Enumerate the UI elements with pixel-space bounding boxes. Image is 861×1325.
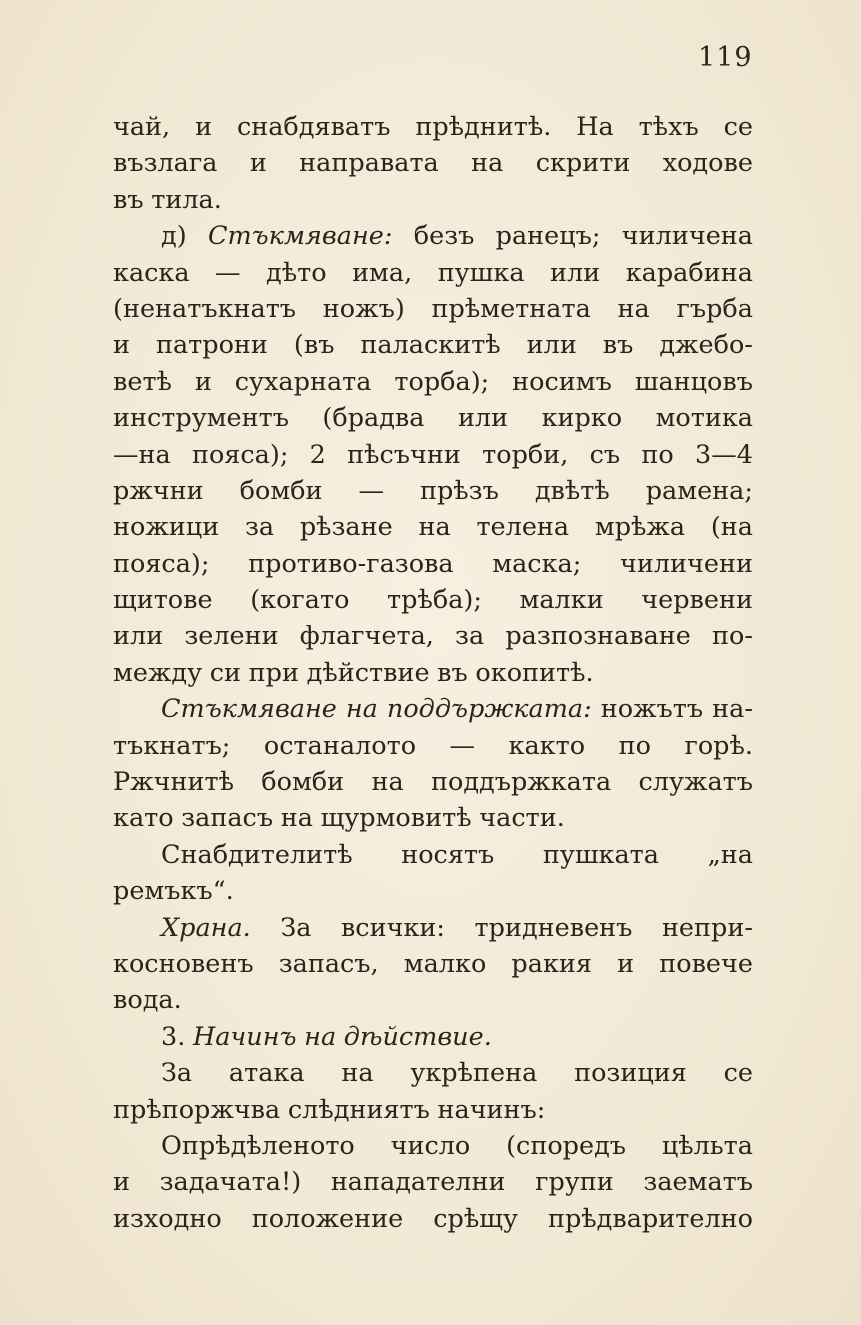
text-line xyxy=(113,512,753,548)
word: косновенъ xyxy=(113,948,254,979)
word: рѣзане xyxy=(299,512,393,543)
word: джебо- xyxy=(659,330,753,361)
word: групи xyxy=(535,1167,614,1198)
word: тѣхъ xyxy=(638,112,699,142)
word: тридневенъ xyxy=(474,912,633,943)
word: ранецъ; xyxy=(495,221,601,252)
word: ходове xyxy=(662,148,753,179)
word: За xyxy=(280,912,312,943)
word: слѣдниятъ xyxy=(287,1094,430,1125)
word: срѣщу xyxy=(433,1203,518,1234)
word: дѣто xyxy=(266,257,327,288)
word: прѣметната xyxy=(431,293,591,324)
word: изходно xyxy=(113,1203,222,1234)
word: всички: xyxy=(340,912,445,943)
text-line xyxy=(113,694,753,730)
word: д) xyxy=(161,221,187,252)
word: чиличени xyxy=(619,548,753,579)
word: направата xyxy=(299,148,439,179)
word: запасъ xyxy=(181,803,274,834)
word: Стъкмяване: xyxy=(207,221,393,252)
word: по xyxy=(618,730,651,761)
body-text xyxy=(113,112,753,1240)
word: двѣтѣ xyxy=(534,475,610,506)
word: трѣба); xyxy=(387,585,482,616)
text-line xyxy=(113,731,753,767)
word: по- xyxy=(712,621,753,652)
word: снабдяватъ xyxy=(236,112,391,142)
word: каска xyxy=(113,257,190,288)
word: 3—4 xyxy=(695,439,753,470)
word: прѣзъ xyxy=(419,475,499,506)
word: дѣйствие. xyxy=(343,1021,492,1052)
word: позиция xyxy=(574,1058,687,1089)
word: за xyxy=(244,512,275,543)
word: въ xyxy=(602,330,634,361)
text-line xyxy=(113,1058,753,1094)
word: както xyxy=(508,730,586,761)
word: или xyxy=(113,621,164,652)
word: малко xyxy=(403,948,487,979)
word: и xyxy=(249,148,267,179)
word: си xyxy=(209,657,242,688)
word: зелени xyxy=(184,621,279,652)
word: противо-газова xyxy=(248,548,454,579)
word: чай, xyxy=(113,112,171,142)
word: (споредъ xyxy=(506,1130,627,1161)
word: и xyxy=(113,1167,130,1198)
word: въ xyxy=(113,184,144,215)
text-line xyxy=(113,403,753,439)
word: ржчни xyxy=(113,475,204,506)
text-line xyxy=(113,185,753,221)
word: положение xyxy=(251,1203,404,1234)
word: Начинъ xyxy=(192,1021,297,1052)
word: безъ xyxy=(413,221,475,252)
word: по xyxy=(641,439,674,470)
word: число xyxy=(390,1130,471,1161)
word: малки xyxy=(519,585,604,616)
word: на xyxy=(280,803,313,834)
word: Снабдителитѣ xyxy=(161,839,353,870)
word: нападателни xyxy=(330,1167,506,1198)
text-line xyxy=(113,148,753,184)
word: „на xyxy=(707,839,753,870)
text-line xyxy=(113,1022,753,1058)
word: на xyxy=(304,1021,337,1052)
word: За xyxy=(161,1058,193,1089)
word: 3. xyxy=(161,1021,186,1052)
word: или xyxy=(550,257,601,288)
text-line xyxy=(113,803,753,839)
page-number: 119 xyxy=(698,42,753,73)
word: червени xyxy=(641,585,753,616)
word: пояса); xyxy=(113,548,210,579)
word: пушката xyxy=(542,839,659,870)
word: торби, xyxy=(482,439,569,470)
word: ножътъ xyxy=(600,694,704,725)
word: укрѣпена xyxy=(410,1058,538,1089)
word: въ xyxy=(437,657,468,688)
word: атака xyxy=(228,1058,305,1089)
word: — xyxy=(449,730,476,761)
word: горѣ. xyxy=(684,730,753,761)
word: (въ xyxy=(293,330,335,361)
word: (брадва xyxy=(322,403,425,434)
word: на- xyxy=(712,694,753,725)
word: мрѣжа xyxy=(594,512,686,543)
text-line xyxy=(113,621,753,657)
word: 2 xyxy=(309,439,326,470)
word: Стъкмяване xyxy=(161,694,337,725)
word: при xyxy=(248,657,299,688)
word: ножъ) xyxy=(322,293,405,324)
text-line xyxy=(113,549,753,585)
text-line xyxy=(113,949,753,985)
word: на xyxy=(345,694,378,725)
word: прѣднитѣ. xyxy=(415,112,552,142)
word: флагчета, xyxy=(299,621,434,652)
word: гърба xyxy=(676,293,753,324)
text-line xyxy=(113,367,753,403)
text-line xyxy=(113,876,753,912)
word: вода. xyxy=(113,985,182,1016)
word: патрони xyxy=(155,330,268,361)
word: части. xyxy=(479,803,565,834)
word: Храна. xyxy=(161,912,251,943)
text-line xyxy=(113,440,753,476)
word: задачата!) xyxy=(159,1167,302,1198)
word: ветѣ xyxy=(113,366,172,397)
text-line xyxy=(113,585,753,621)
word: заематъ xyxy=(643,1167,753,1198)
text-line xyxy=(113,330,753,366)
word: или xyxy=(526,330,577,361)
word: ножици xyxy=(113,512,220,543)
word: чиличена xyxy=(621,221,753,252)
word: Ржчнитѣ xyxy=(113,767,234,798)
word: торба); xyxy=(394,366,490,397)
word: носимъ xyxy=(512,366,612,397)
word: и xyxy=(617,948,635,979)
word: ремъкъ“. xyxy=(113,876,234,907)
word: и xyxy=(113,330,130,361)
word: се xyxy=(723,112,753,142)
word: разпознаване xyxy=(505,621,691,652)
word: между xyxy=(113,657,203,688)
word: (на xyxy=(710,512,753,543)
word: на xyxy=(418,512,451,543)
word: паласкитѣ xyxy=(360,330,501,361)
word: служатъ xyxy=(638,767,753,798)
text-line xyxy=(113,658,753,694)
word: бомби xyxy=(239,475,323,506)
word: запасъ, xyxy=(278,948,379,979)
word: скрити xyxy=(535,148,631,179)
word: — xyxy=(215,257,241,288)
word: и xyxy=(194,366,212,397)
word: повече xyxy=(659,948,753,979)
word: тила. xyxy=(151,184,222,215)
text-line xyxy=(113,985,753,1021)
word: и xyxy=(195,112,213,142)
word: тъкнатъ; xyxy=(113,730,231,761)
word: като xyxy=(113,803,174,834)
word: на xyxy=(617,293,650,324)
word: на xyxy=(341,1058,374,1089)
text-line xyxy=(113,1131,753,1167)
word: сухарната xyxy=(234,366,372,397)
text-line xyxy=(113,294,753,330)
word: окопитѣ. xyxy=(475,657,594,688)
word: ракия xyxy=(511,948,592,979)
word: шанцовъ xyxy=(634,366,753,397)
word: (когато xyxy=(250,585,350,616)
word: рамена; xyxy=(645,475,753,506)
text-line xyxy=(113,1204,753,1240)
text-line xyxy=(113,913,753,949)
word: инструментъ xyxy=(113,403,289,434)
text-line xyxy=(113,112,753,148)
word: поддържката xyxy=(430,767,612,798)
word: Опрѣдѣленото xyxy=(161,1130,355,1161)
word: (ненатъкнатъ xyxy=(113,293,297,324)
word: има, xyxy=(352,257,413,288)
text-line xyxy=(113,1167,753,1203)
word: възлага xyxy=(113,148,218,179)
word: телена xyxy=(476,512,570,543)
word: карабина xyxy=(625,257,753,288)
word: пушка xyxy=(437,257,525,288)
text-line xyxy=(113,767,753,803)
word: непри- xyxy=(661,912,753,943)
word: цѣльта xyxy=(661,1130,753,1161)
word: на xyxy=(371,767,404,798)
word: останалото xyxy=(263,730,417,761)
text-line xyxy=(113,840,753,876)
word: дѣйствие xyxy=(306,657,430,688)
word: кирко xyxy=(541,403,623,434)
word: пѣсъчни xyxy=(347,439,461,470)
word: —на xyxy=(113,439,171,470)
word: съ xyxy=(589,439,621,470)
text-line xyxy=(113,221,753,257)
word: за xyxy=(455,621,485,652)
word: прѣпоржчва xyxy=(113,1094,281,1125)
word: прѣдварително xyxy=(547,1203,753,1234)
word: поддържката: xyxy=(386,694,592,725)
word: маска; xyxy=(492,548,582,579)
text-line xyxy=(113,1095,753,1131)
word: пояса); xyxy=(191,439,289,470)
word: На xyxy=(576,112,614,142)
word: или xyxy=(457,403,509,434)
word: начинъ: xyxy=(437,1094,546,1125)
word: носятъ xyxy=(401,839,495,870)
text-line xyxy=(113,258,753,294)
word: щурмовитѣ xyxy=(320,803,472,834)
word: се xyxy=(723,1058,753,1089)
word: мотика xyxy=(655,403,753,434)
text-line xyxy=(113,476,753,512)
word: щитове xyxy=(113,585,213,616)
word: на xyxy=(471,148,504,179)
word: бомби xyxy=(261,767,345,798)
word: — xyxy=(358,475,384,506)
